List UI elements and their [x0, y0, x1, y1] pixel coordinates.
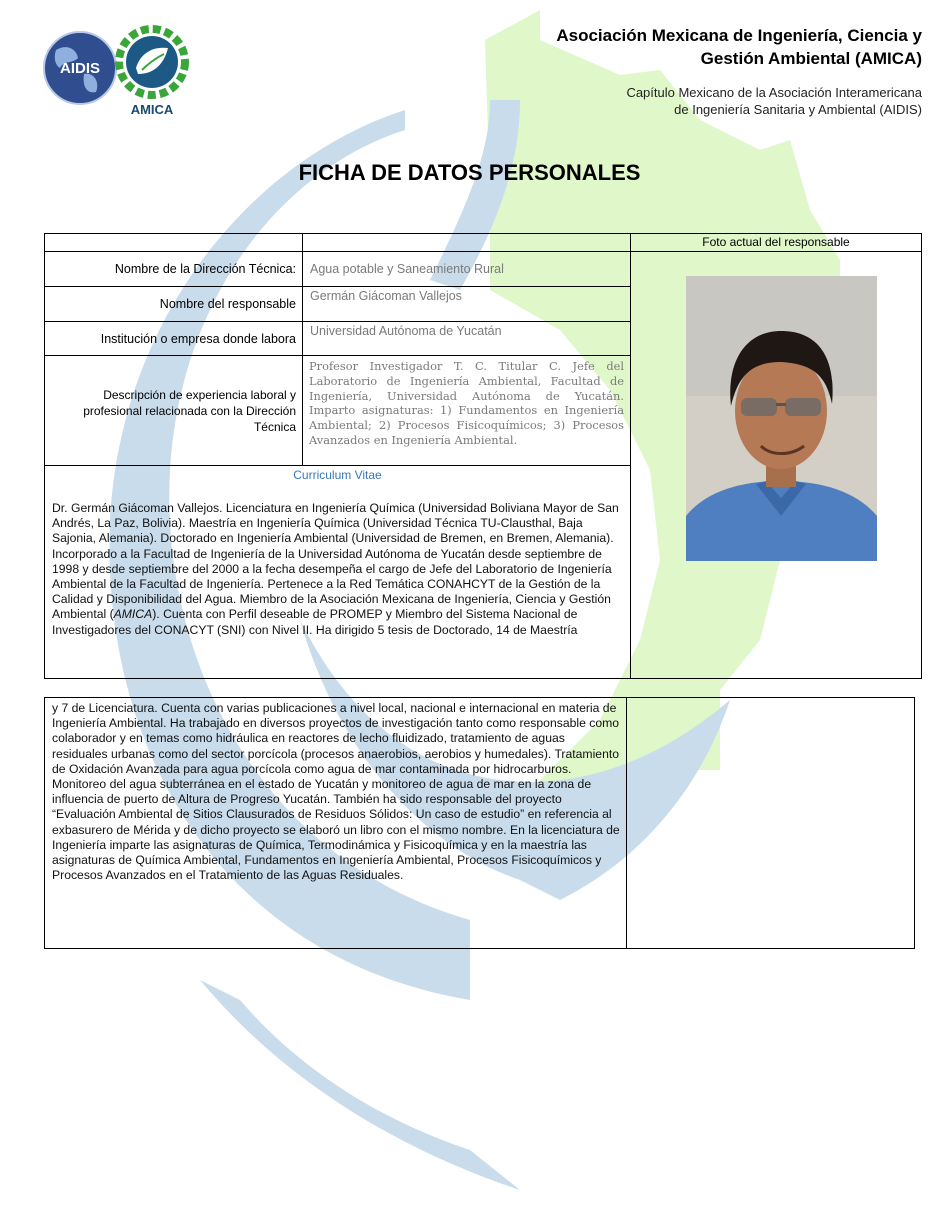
curriculum-text-part2: y 7 de Licenciatura. Cuenta con varias publicaciones a nivel local, nacional e internacional en materia de Ingeniería Ambiental. Ha trabajado en diversos proyectos de investigación tanto como responsable como colaborador y en temas como hidráulica en reactores de lecho fluidizado, tratamiento de aguas residuales urbanas como del sector porcícola (procesos anaerobios, aerobios y humedales). Tratamiento de Oxidación Avanzada para agua porcícola como agua de mar contaminada por hidrocarburos. Monitoreo del agua subterránea en el estado de Yucatán y monitoreo de agua de mar en la zona de influencia de puerto de Altura de Progreso Yucatán. También ha sido responsable del proyecto “Evaluación Ambiental de Sitios Clausurados de Residuos Sólidos: Un caso de estudio” en referencia al exbasurero de Mérida y de dicho proyecto se elaboró un libro con el mismo nombre. En la licenciatura de Ingeniería imparte las asignaturas de Química, Termodinámica y Fisicoquímica y en la maestría las asignaturas de Química Ambiental, Fundamentos en Ingeniería Ambiental, Procesos Fisicoquímicos y Procesos Avanzados en el Tratamiento de las Aguas Residuales.	[52, 701, 620, 883]
direction-value: Agua potable y Saneamiento Rural	[302, 251, 631, 287]
header-cell-blank-label	[44, 233, 303, 252]
aidis-logo-text: AIDIS	[59, 60, 101, 77]
curriculum-text-part1	[52, 501, 626, 638]
curriculum-text-amica: AMICA	[113, 607, 153, 622]
curriculum-text-part1-b: ). Cuenta con Perfil deseable de PROMEP y Miembro del Sistema Nacional de Investigadores del CONACYT (SNI) con Nivel II. Ha dirigido 5 tesis de Doctorado, 14 de Maestría	[52, 607, 578, 637]
organization-title-line1: Asociación Mexicana de Ingeniería, Ciencia y	[556, 26, 922, 45]
responsible-photo	[686, 276, 877, 561]
organization-title	[422, 24, 922, 70]
amica-gear-leaf-logo	[114, 24, 190, 100]
photo-header-cell: Foto actual del responsable	[630, 233, 922, 252]
header-cell-blank-value	[302, 233, 631, 252]
organization-title-line2: Gestión Ambiental (AMICA)	[700, 49, 922, 68]
organization-subtitle	[462, 84, 922, 118]
experience-label: Descripción de experiencia laboral y profesional relacionada con la Dirección Técnica	[44, 355, 303, 466]
curriculum-text-part1-a: Dr. Germán Giácoman Vallejos. Licenciatura en Ingeniería Química (Universidad Boliviana Mayor de San Andrés, La Paz, Bolivia). Maestría en Ingeniería Química (Universidad Técnica TU-Clausthal, Baja Sajonia, Alemania). Doctorado en Ingeniería Ambiental (Universidad de Bremen, en Bremen, Alemania). Incorporado a la Facultad de Ingeniería de la Universidad Autónoma de Yucatán desde septiembre de 1998 y desde septiembre del 2000 a la fecha desempeña el cargo de Jefe del Laboratorio de Ingeniería Ambiental de la Facultad de Ingeniería. Pertenece a la Red Temática CONAHCYT de la Gestión de la Calidad y Disponibilidad del Agua. Miembro de la Asociación Mexicana de Ingeniería, Ciencia y Gestión Ambiental (	[52, 501, 619, 622]
amica-logo-caption: AMICA	[130, 102, 174, 117]
experience-value: Profesor Investigador T. C. Titular C. Jefe del Laboratorio de Ingeniería Ambiental, Facultad de Ingeniería, Universidad Autónoma de Yucatán. Imparto asignaturas: 1) Fundamentos en Ingeniería Ambiental; 2) Procesos Fisicoquímicos; 3) Procesos Avanzados en Ingeniería Ambiental.	[302, 355, 631, 466]
direction-label: Nombre de la Dirección Técnica:	[44, 251, 303, 287]
institution-value: Universidad Autónoma de Yucatán	[302, 321, 631, 356]
document-title: FICHA DE DATOS PERSONALES	[298, 160, 641, 185]
institution-label: Institución o empresa donde labora	[44, 321, 303, 356]
organization-subtitle-line1: Capítulo Mexicano de la Asociación Interamericana	[626, 85, 922, 100]
curriculum-continued-side-cell	[626, 697, 915, 949]
curriculum-title: Curriculum Vitae	[293, 468, 382, 482]
responsible-label: Nombre del responsable	[44, 286, 303, 322]
aidis-globe-logo	[42, 30, 118, 106]
organization-subtitle-line2: de Ingeniería Sanitaria y Ambiental (AIDIS)	[674, 102, 922, 117]
responsible-value: Germán Giácoman Vallejos	[302, 286, 631, 322]
